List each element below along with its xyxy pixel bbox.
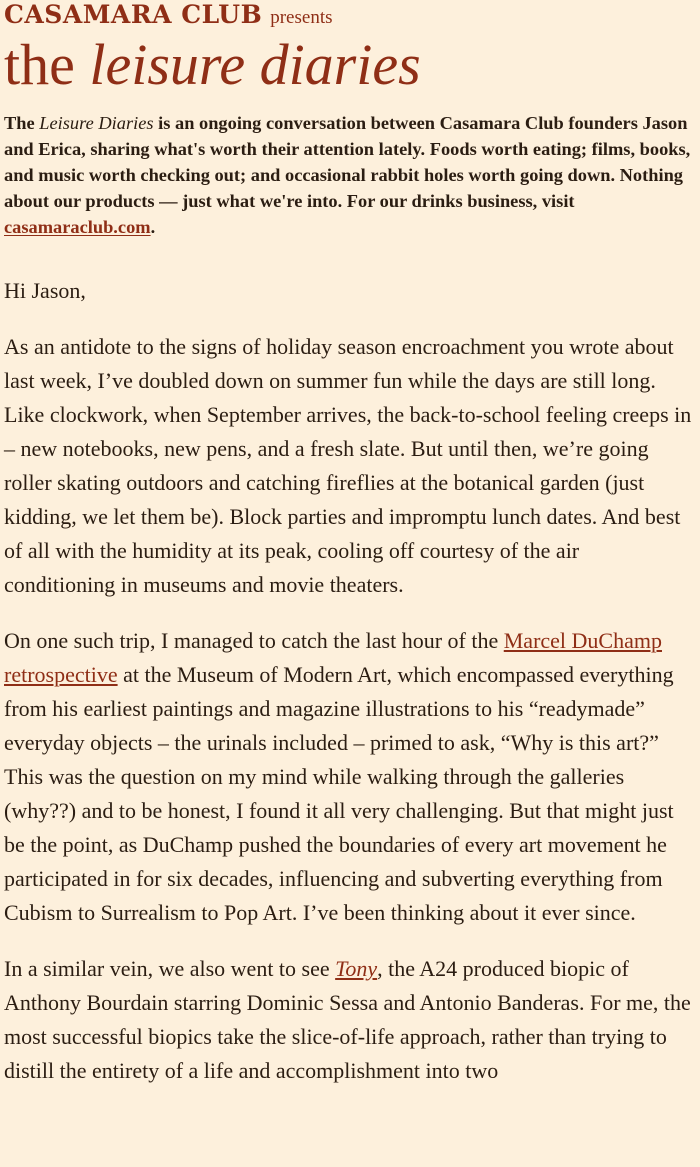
paragraph-duchamp bbox=[4, 624, 692, 930]
title-emphasis: leisure diaries bbox=[89, 32, 421, 97]
intro-emphasis: Leisure Diaries bbox=[39, 113, 154, 133]
paragraph-summer: As an antidote to the signs of holiday season encroachment you wrote about last week, I’ve doubled down on summer fun while the days are still long. Like clockwork, when September arrives, the back-to-school feeling creeps in – new notebooks, new pens, and a fresh slate. But until then, we’re going roller skating outdoors and catching fireflies at the botanical garden (just kidding, we let them be). Block parties and impromptu lunch dates. And best of all with the humidity at its peak, cooling off courtesy of the air conditioning in museums and movie theaters. bbox=[4, 334, 692, 597]
newsletter-body bbox=[4, 110, 692, 1088]
intro-paragraph bbox=[4, 110, 692, 240]
casamara-site-link[interactable]: casamaraclub.com bbox=[4, 217, 151, 237]
intro-text-1: The bbox=[4, 113, 40, 133]
masthead-row bbox=[4, 0, 692, 30]
paragraph-tony-text-1: In a similar vein, we also went to see bbox=[4, 956, 336, 981]
tony-film-title: Tony bbox=[335, 956, 378, 981]
brand-logo[interactable]: CASAMARA CLUB bbox=[4, 0, 263, 29]
intro-text-3: . bbox=[150, 217, 156, 237]
greeting: Hi Jason, bbox=[4, 278, 86, 303]
paragraph-duchamp-text-1: On one such trip, I managed to catch the last hour of the bbox=[4, 628, 504, 653]
duchamp-retrospective-link[interactable]: Marcel DuChamp retrospective bbox=[4, 628, 662, 687]
presents-label: presents bbox=[270, 7, 333, 28]
newsletter-title bbox=[4, 32, 692, 98]
title-prefix: the bbox=[4, 32, 90, 97]
tony-film-link[interactable] bbox=[335, 956, 377, 981]
paragraph-duchamp-text-2: at the Museum of Modern Art, which encompassed everything from his earliest paintings and magazine illustrations to his “readymade” everyday objects – the urinals included – primed to ask, “Why is this art?” This was the question on my mind while walking through the galleries (why??) and to be honest, I found it all very challenging. But that might just be the point, as DuChamp pushed the boundaries of every art movement he participated in for six decades, influencing and subverting everything from Cubism to Surrealism to Pop Art. I’ve been thinking about it ever since. bbox=[4, 662, 674, 925]
paragraph-tony-text-2: , the A24 produced biopic of Anthony Bourdain starring Dominic Sessa and Antonio Banderas. For me, the most successful biopics take the slice-of-life approach, rather than trying to distill the entirety of a life and accomplishment into two bbox=[4, 956, 691, 1083]
masthead bbox=[4, 0, 692, 98]
intro-text-2: is an ongoing conversation between Casamara Club founders Jason and Erica, sharing what's worth their attention lately. Foods worth eating; films, books, and music worth checking out; and occasional rabbit holes worth going down. Nothing about our products — just what we're into. For our drinks business, visit bbox=[4, 113, 691, 211]
paragraph-tony bbox=[4, 952, 692, 1088]
